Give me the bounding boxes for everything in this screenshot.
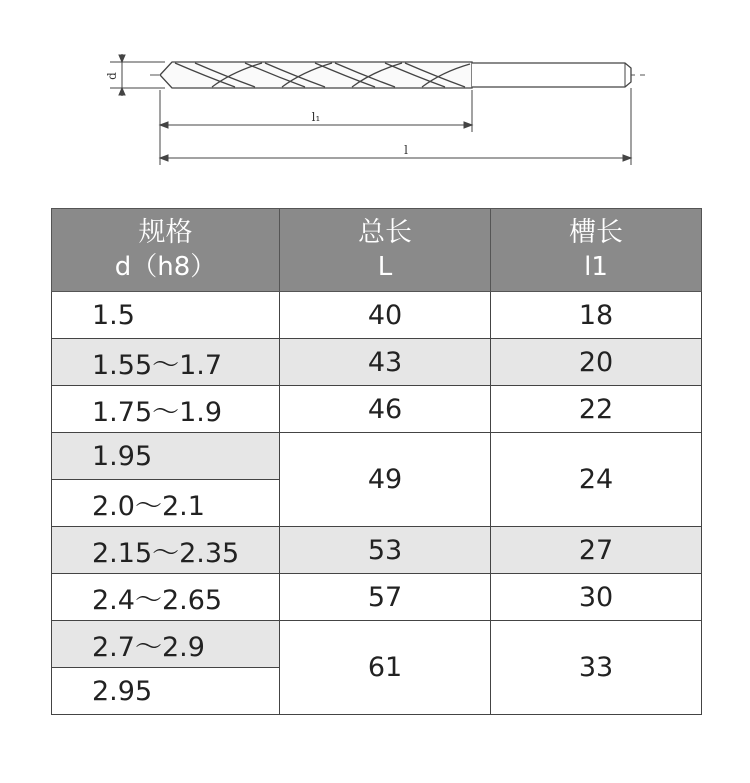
drill-fluted-body	[160, 62, 472, 88]
header-total-length-sub: L	[377, 252, 393, 282]
cell-d: 2.0～2.1	[52, 480, 280, 527]
header-total-length-title: 总长	[358, 217, 412, 248]
drill-bit-drawing	[0, 0, 750, 200]
cell-flute-length: 22	[491, 386, 702, 433]
dimension-d-label: d	[105, 72, 119, 80]
cell-flute-length: 20	[491, 339, 702, 386]
cell-total-length: 57	[280, 574, 491, 621]
table-header-row	[52, 209, 702, 292]
cell-d: 2.7～2.9	[52, 621, 280, 668]
dimension-l-label: l	[404, 143, 408, 157]
cell-flute-length: 18	[491, 292, 702, 339]
table-row	[52, 386, 702, 433]
header-total-length	[280, 209, 491, 292]
cell-total-length: 53	[280, 527, 491, 574]
header-flute-length-sub: l1	[584, 252, 608, 282]
drill-shank	[472, 63, 631, 87]
cell-d: 1.95	[52, 433, 280, 480]
cell-total-length: 49	[280, 433, 491, 527]
table-row	[52, 574, 702, 621]
table-row	[52, 527, 702, 574]
dimension-l1-label: l₁	[311, 110, 321, 124]
cell-total-length: 46	[280, 386, 491, 433]
spec-table	[51, 208, 702, 715]
header-flute-length	[491, 209, 702, 292]
cell-flute-length: 30	[491, 574, 702, 621]
table-row	[52, 433, 702, 480]
cell-total-length: 61	[280, 621, 491, 715]
header-spec-title: 规格	[138, 217, 193, 248]
cell-d: 2.95	[52, 668, 280, 715]
cell-flute-length: 24	[491, 433, 702, 527]
table-row	[52, 292, 702, 339]
table-row	[52, 339, 702, 386]
cell-d: 1.55～1.7	[52, 339, 280, 386]
cell-flute-length: 27	[491, 527, 702, 574]
header-spec-sub: d（h8）	[114, 252, 217, 282]
header-spec	[52, 209, 280, 292]
header-flute-length-title: 槽长	[569, 217, 623, 248]
cell-d: 1.75～1.9	[52, 386, 280, 433]
cell-d: 1.5	[52, 292, 280, 339]
cell-flute-length: 33	[491, 621, 702, 715]
cell-total-length: 40	[280, 292, 491, 339]
cell-d: 2.4～2.65	[52, 574, 280, 621]
cell-total-length: 43	[280, 339, 491, 386]
cell-d: 2.15～2.35	[52, 527, 280, 574]
table-row	[52, 621, 702, 668]
dimension-l	[160, 88, 631, 165]
